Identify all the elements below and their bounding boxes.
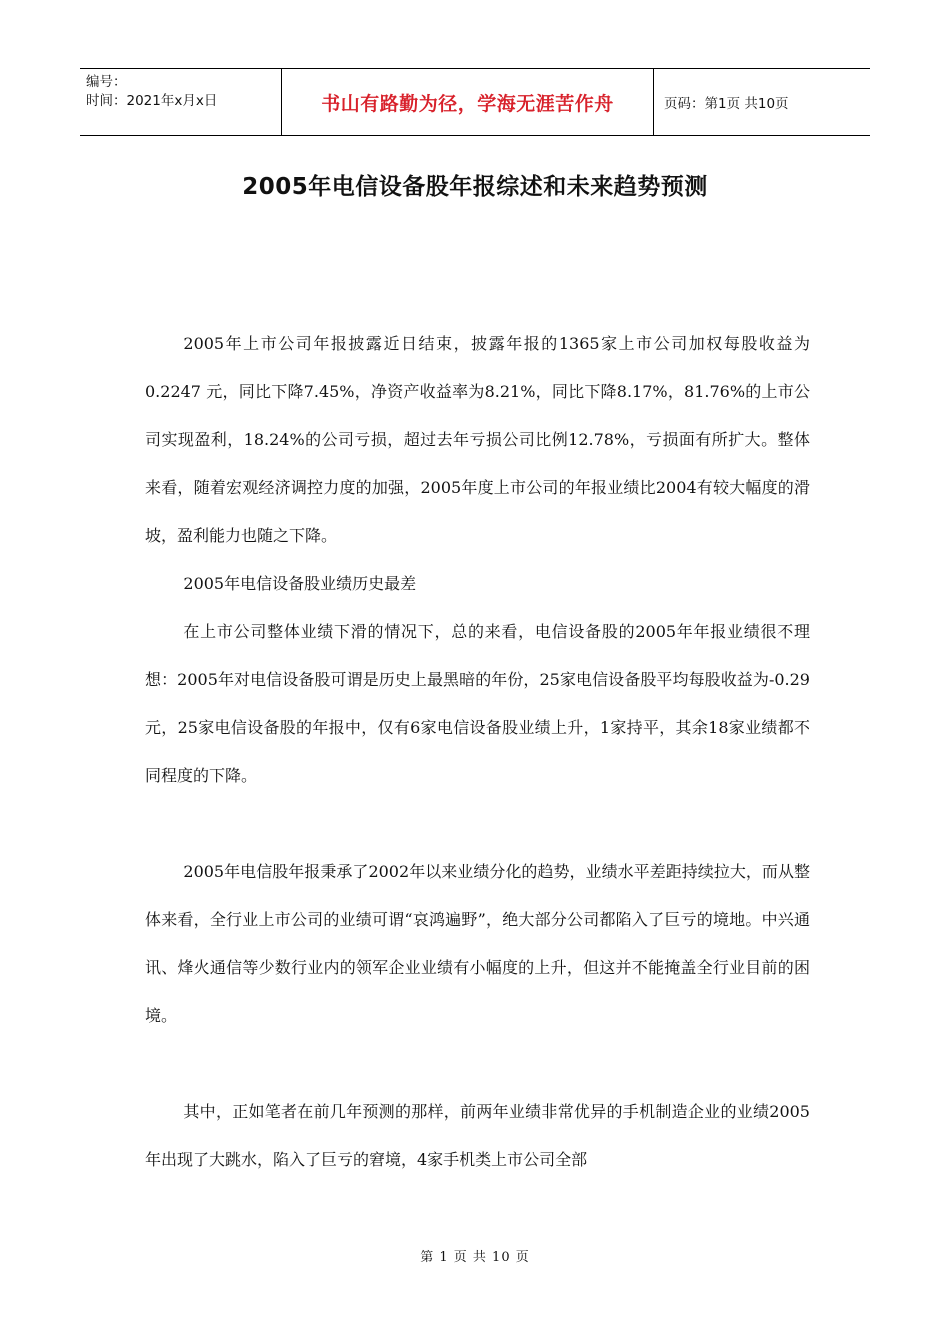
page-footer: 第 1 页 共 10 页 xyxy=(420,1250,530,1265)
page-header xyxy=(80,68,870,136)
document-time-label: 时间：2021年x月x日 xyxy=(86,93,218,109)
paragraph-divergence: 2005年电信股年报秉承了2002年以来业绩分化的趋势，业绩水平差距持续拉大，而从整体来看，全行业上市公司的业绩可谓“哀鸿遍野”，绝大部分公司都陷入了巨亏的境地。中兴通讯、烽火通信等少数行业内的领军企业业绩有小幅度的上升，但这并不能掩盖全行业目前的困境。 xyxy=(145,862,810,1025)
paragraph-intro: 2005年上市公司年报披露近日结束，披露年报的1365家上市公司加权每股收益为0.2247 元，同比下降7.45%，净资产收益率为8.21%，同比下降8.17%，81.76%的上市公司实现盈利，18.24%的公司亏损，超过去年亏损公司比例12.78%，亏损面有所扩大。整体来看，随着宏观经济调控力度的加强，2005年度上市公司的年报业绩比2004有较大幅度的滑坡，盈利能力也随之下降。 xyxy=(145,334,810,545)
paragraph-handset-makers: 其中，正如笔者在前几年预测的那样，前两年业绩非常优异的手机制造企业的业绩2005年出现了大跳水，陷入了巨亏的窘境，4家手机类上市公司全部 xyxy=(145,1102,810,1169)
section-heading: 2005年电信设备股业绩历史最差 xyxy=(183,574,417,593)
header-meta xyxy=(80,69,282,135)
document-title: 2005年电信设备股年报综述和未来趋势预测 xyxy=(242,174,708,200)
header-motto: 书山有路勤为径，学海无涯苦作舟 xyxy=(282,69,654,135)
document-body xyxy=(145,320,810,1184)
paragraph-performance: 在上市公司整体业绩下滑的情况下，总的来看，电信设备股的2005年年报业绩很不理想：2005年对电信设备股可谓是历史上最黑暗的年份，25家电信设备股平均每股收益为-0.29元，25家电信设备股的年报中，仅有6家电信设备股业绩上升，1家持平，其余18家业绩都不同程度的下降。 xyxy=(145,622,810,785)
header-page-info: 页码：第1页 共10页 xyxy=(664,96,789,112)
document-number-label: 编号： xyxy=(86,74,127,90)
